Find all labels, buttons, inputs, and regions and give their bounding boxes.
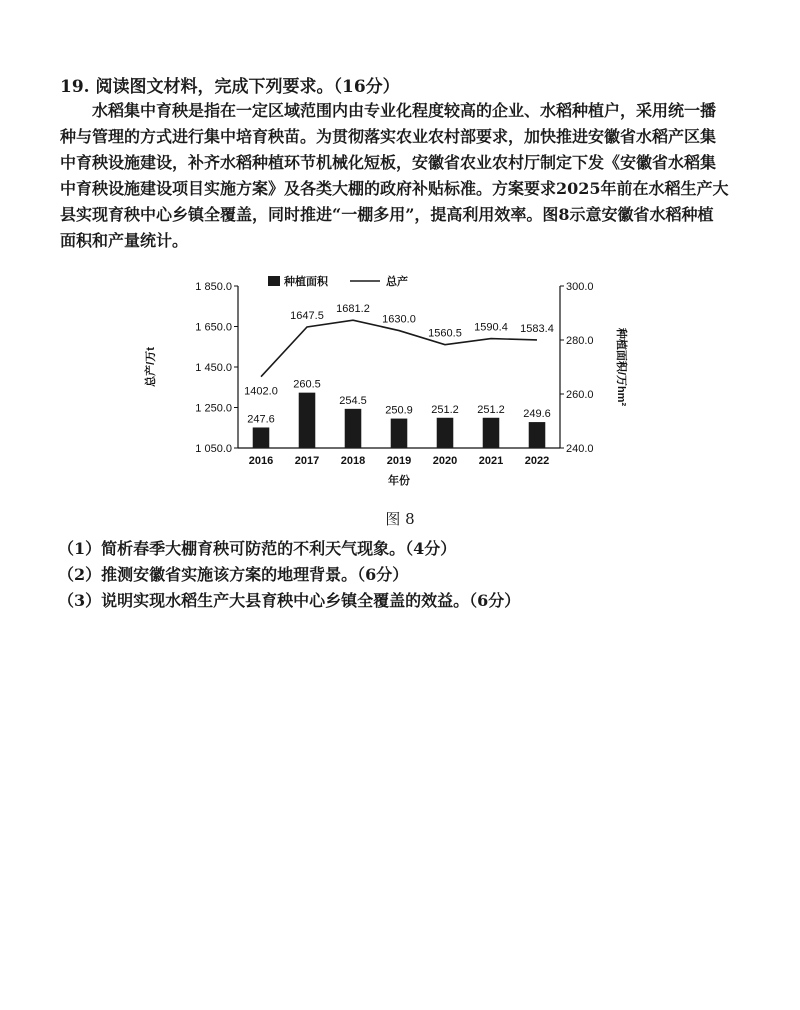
paragraph-line: 中育秧设施建设，补齐水稻种植环节机械化短板，安徽省农业农村厅制定下发《安徽省水稻集 [60,153,717,172]
legend-bar-swatch [268,276,280,286]
bar-label-2016: 247.6 [247,413,275,426]
legend-line-label: 总产 [386,276,408,288]
x-tick-label-2021: 2021 [478,455,504,467]
left-tick-label: 1 450.0 [195,362,232,374]
x-tick-label-2020: 2020 [432,455,458,467]
paragraph-line: 县实现育秧中心乡镇全覆盖，同时推进“一棚多用”，提高利用效率。图8示意安徽省水稻种植 [60,205,714,224]
question-title: 19. 阅读图文材料，完成下列要求。（16分） [60,77,400,97]
line-label-2019: 1630.0 [382,313,416,326]
paragraph-line: 面积和产量统计。 [60,231,189,250]
line-label-2017: 1647.5 [290,310,324,323]
line-label-2016: 1402.0 [244,385,278,398]
question-paragraph [60,98,750,254]
sub-question-1: （1）简析春季大棚育秧可防范的不利天气现象。（4分） [58,539,457,558]
bar-area-2021 [483,418,500,448]
right-tick-label: 240.0 [566,443,594,455]
x-tick-label-2019: 2019 [386,455,412,467]
bar-label-2017: 260.5 [293,378,321,391]
left-tick-label: 1 250.0 [195,402,232,415]
left-tick-label: 1 050.0 [195,443,232,455]
bar-label-2020: 251.2 [431,403,459,416]
bar-label-2021: 251.2 [477,403,505,416]
right-tick-label: 300.0 [566,281,594,293]
x-tick-label-2016: 2016 [248,455,274,467]
line-label-2021: 1590.4 [474,321,508,334]
bar-area-2017 [299,393,316,448]
y-axis-right-label: 种植面积/万hm² [615,327,627,407]
bar-area-2020 [437,418,454,448]
x-axis-label: 年份 [388,475,410,487]
bar-area-2018 [345,409,362,448]
paragraph-line: 种与管理的方式进行集中培育秧苗。为贯彻落实农业农村部要求，加快推进安徽省水稻产区集 [60,127,717,146]
figure-caption: 图 8 [385,510,415,528]
bar-area-2016 [253,427,270,448]
left-tick-label: 1 850.0 [195,281,232,293]
right-tick-label: 280.0 [566,335,594,347]
y-axis-left-label: 总产/万t [145,347,157,387]
bar-label-2019: 250.9 [385,404,413,417]
line-label-2022: 1583.4 [520,322,554,335]
legend-bar-label: 种植面积 [284,276,328,288]
left-tick-label: 1 650.0 [195,321,232,334]
paragraph-line: 水稻集中育秧是指在一定区域范围内由专业化程度较高的企业、水稻种植户，采用统一播 [92,101,717,120]
chart-svg [140,268,630,500]
line-label-2018: 1681.2 [336,303,370,316]
paragraph-line: 中育秧设施建设项目实施方案》及各类大棚的政府补贴标准。方案要求2025年前在水稻生产大 [60,179,729,198]
bar-area-2022 [529,422,546,448]
bar-area-2019 [391,419,408,448]
x-tick-label-2018: 2018 [340,455,366,467]
sub-question-2: （2）推测安徽省实施该方案的地理背景。（6分） [58,565,409,584]
right-tick-label: 260.0 [566,389,594,401]
bar-label-2022: 249.6 [523,408,551,421]
x-tick-label-2022: 2022 [524,455,550,467]
bar-label-2018: 254.5 [339,394,367,407]
line-label-2020: 1560.5 [428,327,462,340]
x-tick-label-2017: 2017 [294,455,320,467]
sub-question-3: （3）说明实现水稻生产大县育秧中心乡镇全覆盖的效益。（6分） [58,591,521,610]
figure-8-chart [140,268,630,500]
